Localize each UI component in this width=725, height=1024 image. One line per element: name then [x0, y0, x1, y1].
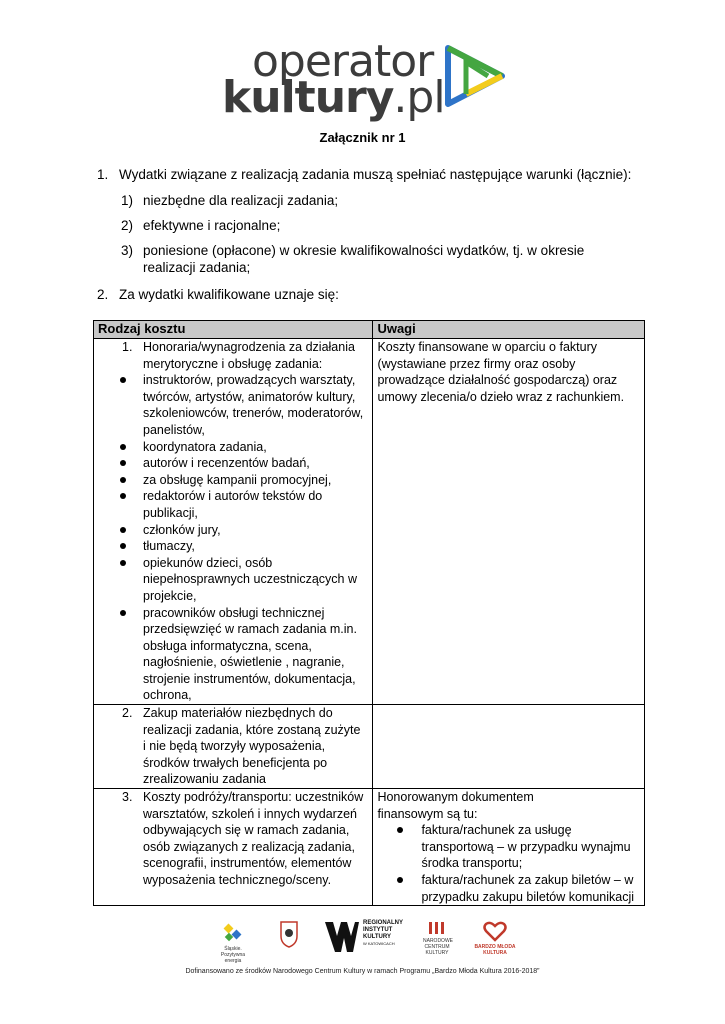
list-item: za obsługę kampanii promocyjnej, — [143, 472, 366, 489]
section-1-text: Wydatki związane z realizacją zadania muszą spełniać następujące warunki (łącznie): — [119, 167, 632, 182]
bullet-icon — [120, 543, 126, 549]
list-item: pracowników obsługi technicznej przedsięwzięć w ramach zadania m.in. obsługa informatyczna, scena, nagłośnienie, oświetlenie , nagranie, strojenie instrumentów, dokumentacja, ochrona, — [143, 605, 366, 705]
bullet-icon — [397, 827, 403, 833]
condition-3-line-1: poniesione (opłacone) w okresie kwalifikowalności wydatków, tj. w okresie — [143, 243, 585, 258]
remarks-cell — [373, 789, 645, 906]
remarks-text: Honorowanym dokumentem finansowym są tu: — [377, 790, 534, 821]
section-2-number: 2. — [97, 287, 109, 302]
bullet-icon — [120, 477, 126, 483]
remarks-cell — [373, 705, 645, 789]
row-number: 3. — [122, 790, 133, 805]
list-item: tłumaczy, — [143, 538, 366, 555]
document-title: Załącznik nr 1 — [319, 130, 406, 145]
bullet-icon — [120, 493, 126, 499]
condition-1-text: niezbędne dla realizacji zadania; — [143, 193, 339, 208]
slaskie-logo: Śląskie. Pozytywna energia — [215, 922, 251, 964]
cost-type-cell — [94, 789, 373, 906]
condition-3-number: 3) — [121, 243, 134, 258]
list-item: autorów i recenzentów badań, — [143, 455, 366, 472]
play-triangle-logo-icon — [444, 44, 506, 108]
row-number: 1. — [122, 340, 133, 354]
cost-type-cell — [94, 705, 373, 789]
condition-2-text: efektywne i racjonalne; — [143, 218, 281, 233]
operator-kultury-logo — [222, 36, 512, 123]
list-item: faktura/rachunek za usługę transportową – w przypadku wynajmu środka transportu; — [421, 822, 640, 872]
row-intro: Koszty podróży/transportu: uczestników warsztatów, szkoleń i innych wydarzeń odbywających się w ramach zadania, osób związanych z realizacją zadania, scenografii, instrumentów, elementów wyposażenia technicznego/sceny. — [143, 790, 364, 887]
cost-table — [93, 320, 645, 906]
bullet-icon — [120, 610, 126, 616]
coat-of-arms-logo — [277, 920, 301, 950]
condition-3-line-2: realizacji zadania; — [143, 260, 251, 275]
table-row — [94, 789, 645, 906]
rik-mark-icon — [325, 922, 359, 952]
nck-mark-icon — [427, 920, 447, 936]
bullet-icon — [120, 560, 126, 566]
slaskie-emblem-icon — [222, 922, 244, 944]
condition-2-number: 2) — [121, 218, 134, 233]
list-item: opiekunów dzieci, osób niepełnosprawnych uczestniczących w projekcie, — [143, 555, 366, 605]
footer-funding-note: Dofinansowano ze środków Narodowego Centrum Kultury w ramach Programu „Bardzo Młoda Kultura 2016-2018” — [185, 968, 540, 975]
logo-word-operator: operator — [252, 36, 434, 87]
remarks-text: Koszty finansowane w oparciu o faktury (wystawiane przez firmy oraz osoby prowadzące działalność gospodarczą) oraz umowy zlecenia/o dzieło wraz z rachunkiem. — [377, 340, 625, 404]
list-item: faktura/rachunek za zakup biletów – w przypadku zakupu biletów komunikacji — [421, 872, 640, 905]
row-intro: Honoraria/wynagrodzenia za działania merytoryczne i obsługę zadania: — [143, 340, 355, 371]
column-header-remarks: Uwagi — [373, 321, 645, 339]
bardzo-mloda-kultura-logo: BARDZO MŁODA KULTURA — [465, 920, 525, 956]
shield-icon — [279, 920, 299, 948]
nck-logo: NARODOWE CENTRUM KULTURY — [423, 920, 451, 956]
section-1-number: 1. — [97, 167, 109, 182]
list-item: koordynatora zadania, — [143, 439, 366, 456]
remarks-cell — [373, 339, 645, 705]
list-item: członków jury, — [143, 522, 366, 539]
column-header-cost-type: Rodzaj kosztu — [94, 321, 373, 339]
remarks-bullet-list — [377, 822, 640, 905]
bullet-list — [143, 372, 366, 704]
footer-logos: Śląskie. Pozytywna energia REGIONALNY INSTYTUT KULTURY W KATOWICACH NARODOWE CENTRUM KULTURY BARDZO MŁODA KULTURA — [215, 920, 525, 960]
row-intro: Zakup materiałów niezbędnych do realizacji zadania, które zostaną zużyte i nie będą tworzyły wyposażenia, środków trwałych beneficjenta po zrealizowaniu zadania — [143, 706, 361, 787]
table-row — [94, 705, 645, 789]
bullet-icon — [120, 527, 126, 533]
bullet-icon — [120, 460, 126, 466]
table-header-row — [94, 321, 645, 339]
bullet-icon — [397, 877, 403, 883]
condition-1-number: 1) — [121, 193, 134, 208]
list-item: instruktorów, prowadzących warsztaty, twórców, artystów, animatorów kultury, szkoleniowców, trenerów, moderatorów, panelistów, — [143, 372, 366, 438]
row-number: 2. — [122, 706, 133, 721]
cost-type-cell — [94, 339, 373, 705]
section-2-text: Za wydatki kwalifikowane uznaje się: — [119, 287, 339, 302]
table-row — [94, 339, 645, 705]
bullet-icon — [120, 444, 126, 450]
list-item: redaktorów i autorów tekstów do publikacji, — [143, 488, 366, 521]
logo-word-kultury: kultury.pl — [222, 72, 445, 123]
heart-icon — [483, 920, 507, 942]
bullet-icon — [120, 377, 126, 383]
